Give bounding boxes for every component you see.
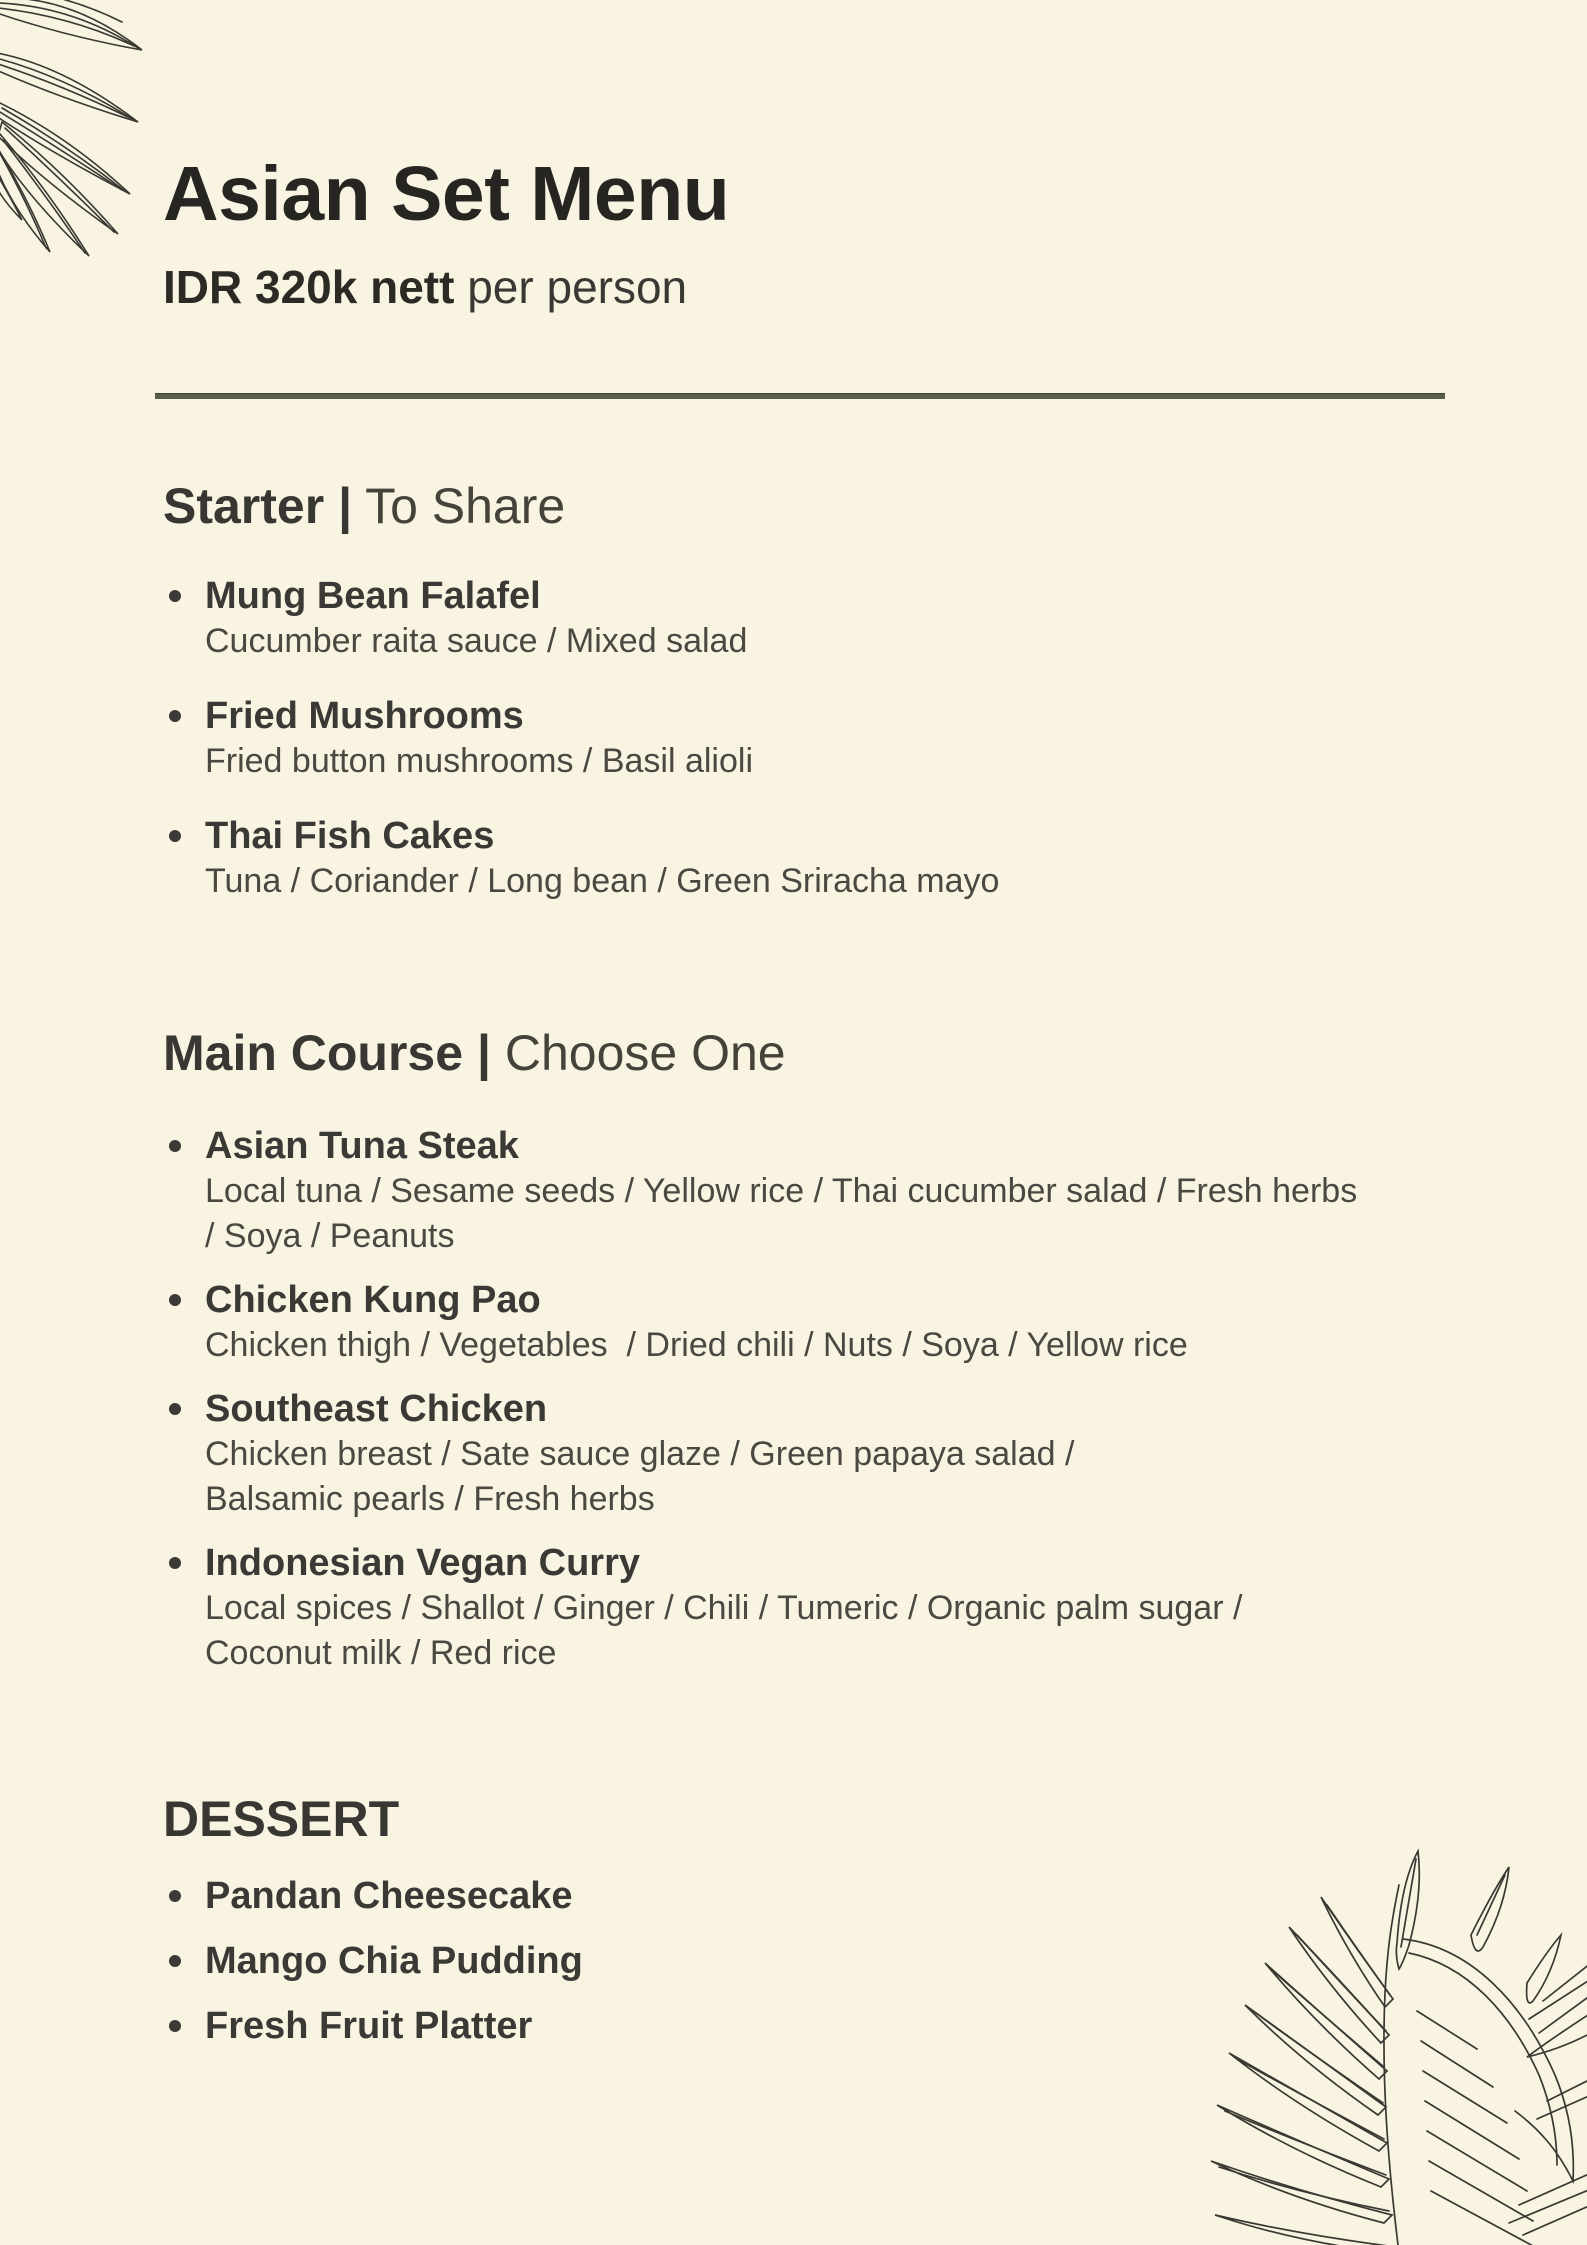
section-main-heading-light: Choose One: [504, 1025, 786, 1081]
section-main-heading: [163, 1023, 1473, 1083]
item-name: Fried Mushrooms: [205, 695, 524, 737]
item-description: Chicken breast / Sate sauce glaze / Green papaya salad /: [205, 1435, 1075, 1473]
item-name: Mango Chia Pudding: [205, 1940, 583, 1982]
item-name: Southeast Chicken: [205, 1388, 548, 1430]
section-main-course: [163, 1023, 1473, 1694]
main-course-list: [163, 1123, 1473, 1676]
item-name: Asian Tuna Steak: [205, 1125, 519, 1167]
section-dessert-heading: [163, 1789, 1473, 1849]
item-description: Local tuna / Sesame seeds / Yellow rice / Thai cucumber salad / Fresh herbs: [205, 1172, 1358, 1210]
item-description: Tuna / Coriander / Long bean / Green Sriracha mayo: [205, 862, 1000, 900]
item-name: Thai Fish Cakes: [205, 815, 495, 857]
dessert-list: [163, 1873, 1473, 2049]
divider-line: [155, 393, 1445, 399]
item-description: Chicken thigh / Vegetables / Dried chili / Nuts / Soya / Yellow rice: [205, 1326, 1188, 1364]
section-main-heading-bold: Main Course |: [163, 1025, 491, 1081]
section-starter-heading: [163, 476, 1473, 536]
item-description: Cucumber raita sauce / Mixed salad: [205, 622, 748, 660]
price-line: [163, 260, 687, 314]
section-starter-heading-light: To Share: [365, 478, 566, 534]
item-name: Mung Bean Falafel: [205, 575, 541, 617]
section-dessert-heading-bold: DESSERT: [163, 1791, 400, 1847]
price-amount: IDR 320k nett: [163, 261, 455, 313]
item-description: / Soya / Peanuts: [205, 1217, 455, 1255]
list-item: [163, 2003, 1473, 2049]
price-unit: per person: [467, 261, 688, 313]
item-name: Chicken Kung Pao: [205, 1279, 541, 1321]
section-starter: [163, 476, 1473, 933]
list-item: [163, 1938, 1473, 1984]
section-dessert: [163, 1789, 1473, 2068]
list-item: [163, 693, 1473, 784]
item-description: Fried button mushrooms / Basil alioli: [205, 742, 754, 780]
starter-list: [163, 573, 1473, 904]
list-item: [163, 573, 1473, 664]
list-item: [163, 1540, 1473, 1676]
list-item: [163, 1386, 1473, 1522]
item-description: Local spices / Shallot / Ginger / Chili / Tumeric / Organic palm sugar /: [205, 1589, 1243, 1627]
item-name: Indonesian Vegan Curry: [205, 1542, 640, 1584]
item-description: Coconut milk / Red rice: [205, 1634, 557, 1672]
section-starter-heading-bold: Starter |: [163, 478, 353, 534]
item-name: Pandan Cheesecake: [205, 1875, 573, 1917]
list-item: [163, 813, 1473, 904]
list-item: [163, 1277, 1473, 1368]
list-item: [163, 1873, 1473, 1919]
item-name: Fresh Fruit Platter: [205, 2005, 533, 2047]
list-item: [163, 1123, 1473, 1259]
item-description: Balsamic pearls / Fresh herbs: [205, 1480, 655, 1518]
page-title: Asian Set Menu: [163, 151, 730, 237]
